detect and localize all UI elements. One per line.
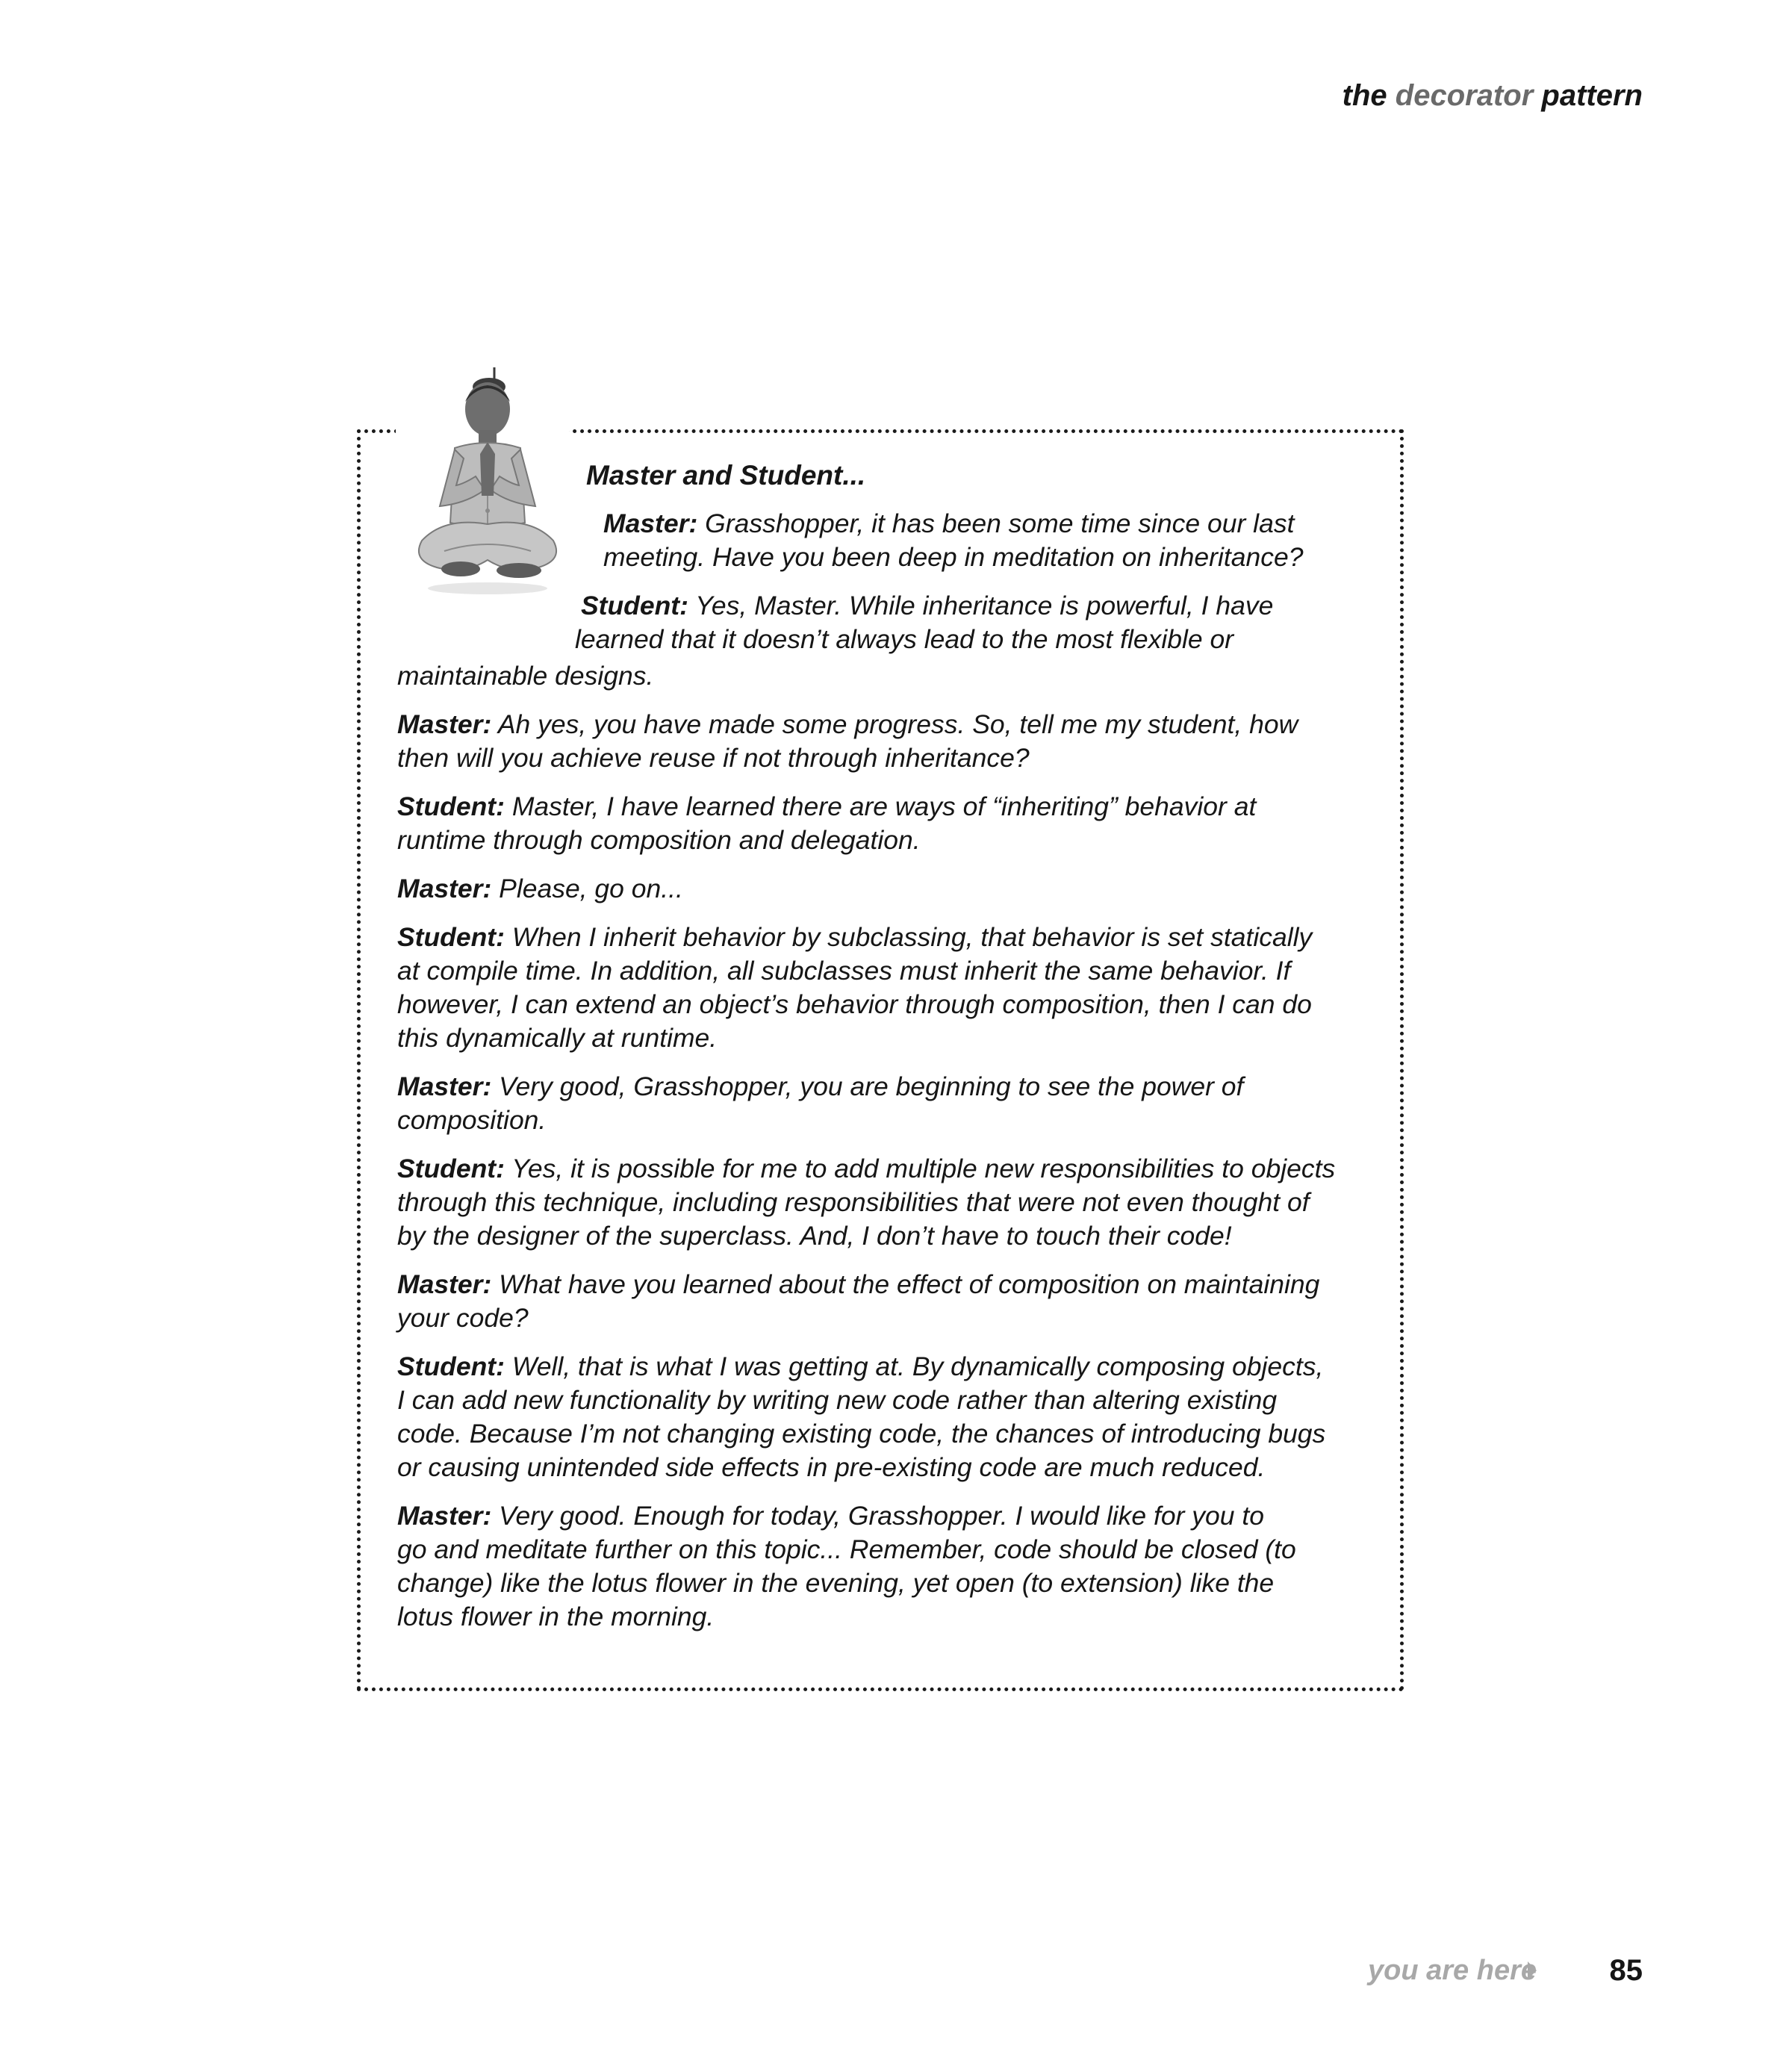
speaker-label: Master: — [603, 508, 698, 538]
student-line-1 — [581, 589, 1273, 623]
dialogue-text: or causing unintended side effects in pre-existing code are much reduced. — [397, 1452, 1266, 1482]
meditating-master-figure-icon — [392, 364, 571, 603]
dialogue-text: this dynamically at runtime. — [397, 1023, 718, 1053]
header-decorator: decorator — [1395, 79, 1534, 112]
speaker-label: Master: — [397, 1071, 492, 1101]
dialogue-text: through this technique, including responsibilities that were not even thought of — [397, 1187, 1310, 1217]
speaker-label: Master: — [397, 874, 492, 903]
page-number: 85 — [1609, 1954, 1643, 1987]
speaker-label: Student: — [581, 591, 688, 620]
master-line-1 — [603, 507, 1303, 574]
you-are-here-label: you are here — [1368, 1955, 1537, 1986]
dialogue-text: Very good, Grasshopper, you are beginning to see the power of — [499, 1071, 1244, 1101]
dialogue-title: Master and Student... — [586, 460, 866, 491]
dialogue-text: go and meditate further on this topic... Remember, code should be closed (to — [397, 1534, 1296, 1564]
master-line-6 — [397, 1499, 1383, 1634]
student-line-3 — [397, 921, 1383, 1055]
dialogue-text: When I inherit behavior by subclassing, that behavior is set statically — [511, 922, 1313, 952]
header-the: the — [1342, 79, 1387, 112]
dialogue-text: maintainable designs. — [397, 661, 654, 691]
dialogue-text: Please, go on... — [499, 874, 683, 903]
dialogue-text: Master, I have learned there are ways of “inheriting” behavior at — [511, 791, 1257, 821]
student-line-2 — [397, 790, 1383, 857]
dialogue-text: code. Because I’m not changing existing code, the chances of introducing bugs — [397, 1419, 1326, 1449]
dialogue-text: lotus flower in the morning. — [397, 1602, 715, 1631]
dialogue-text: Very good. Enough for today, Grasshopper. I would like for you to — [499, 1501, 1264, 1531]
dialogue-text: meeting. Have you been deep in meditation on inheritance? — [603, 542, 1304, 572]
dialogue-text: runtime through composition and delegation. — [397, 825, 921, 855]
dialogue-text: I can add new functionality by writing new code rather than altering existing — [397, 1385, 1278, 1415]
speaker-label: Student: — [397, 1154, 505, 1183]
triangle-right-icon — [1528, 1961, 1537, 1979]
student-line-4 — [397, 1152, 1383, 1253]
speaker-label: Student: — [397, 791, 505, 821]
speaker-label: Master: — [397, 1269, 492, 1299]
dialogue-text: Yes, it is possible for me to add multiple new responsibilities to objects — [511, 1154, 1336, 1183]
dialogue-text: What have you learned about the effect of composition on maintaining — [499, 1269, 1320, 1299]
dialogue-text: Yes, Master. While inheritance is powerful, I have — [695, 591, 1274, 620]
dialogue-body — [397, 659, 1383, 1634]
header-pattern: pattern — [1541, 79, 1643, 112]
speaker-label: Master: — [397, 1501, 492, 1531]
dialogue-text: by the designer of the superclass. And, I don’t have to touch their code! — [397, 1221, 1232, 1251]
dialogue-text: however, I can extend an object’s behavior through composition, then I can do — [397, 989, 1312, 1019]
dialogue-text: Well, that is what I was getting at. By dynamically composing objects, — [511, 1351, 1324, 1381]
dialogue-text: then will you achieve reuse if not through inheritance? — [397, 743, 1030, 773]
dialogue-text: change) like the lotus flower in the evening, yet open (to extension) like the — [397, 1568, 1275, 1598]
student-line-1-cont — [575, 623, 1233, 656]
speaker-label: Master: — [397, 709, 492, 739]
master-line-2 — [397, 708, 1383, 775]
dialogue-text: Grasshopper, it has been some time since our last — [705, 508, 1295, 538]
master-line-5 — [397, 1268, 1383, 1335]
dialogue-text: your code? — [397, 1303, 529, 1333]
dialogue-text: at compile time. In addition, all subclasses must inherit the same behavior. If — [397, 956, 1291, 986]
master-line-4 — [397, 1070, 1383, 1137]
dialogue-text: composition. — [397, 1105, 547, 1135]
master-line-3 — [397, 872, 1383, 906]
student-line-5 — [397, 1350, 1383, 1484]
dialogue-text: Ah yes, you have made some progress. So, tell me my student, how — [497, 709, 1298, 739]
speaker-label: Student: — [397, 922, 505, 952]
running-header — [1343, 81, 1643, 111]
dialogue-text: learned that it doesn’t always lead to the most flexible or — [575, 624, 1234, 654]
speaker-label: Student: — [397, 1351, 505, 1381]
